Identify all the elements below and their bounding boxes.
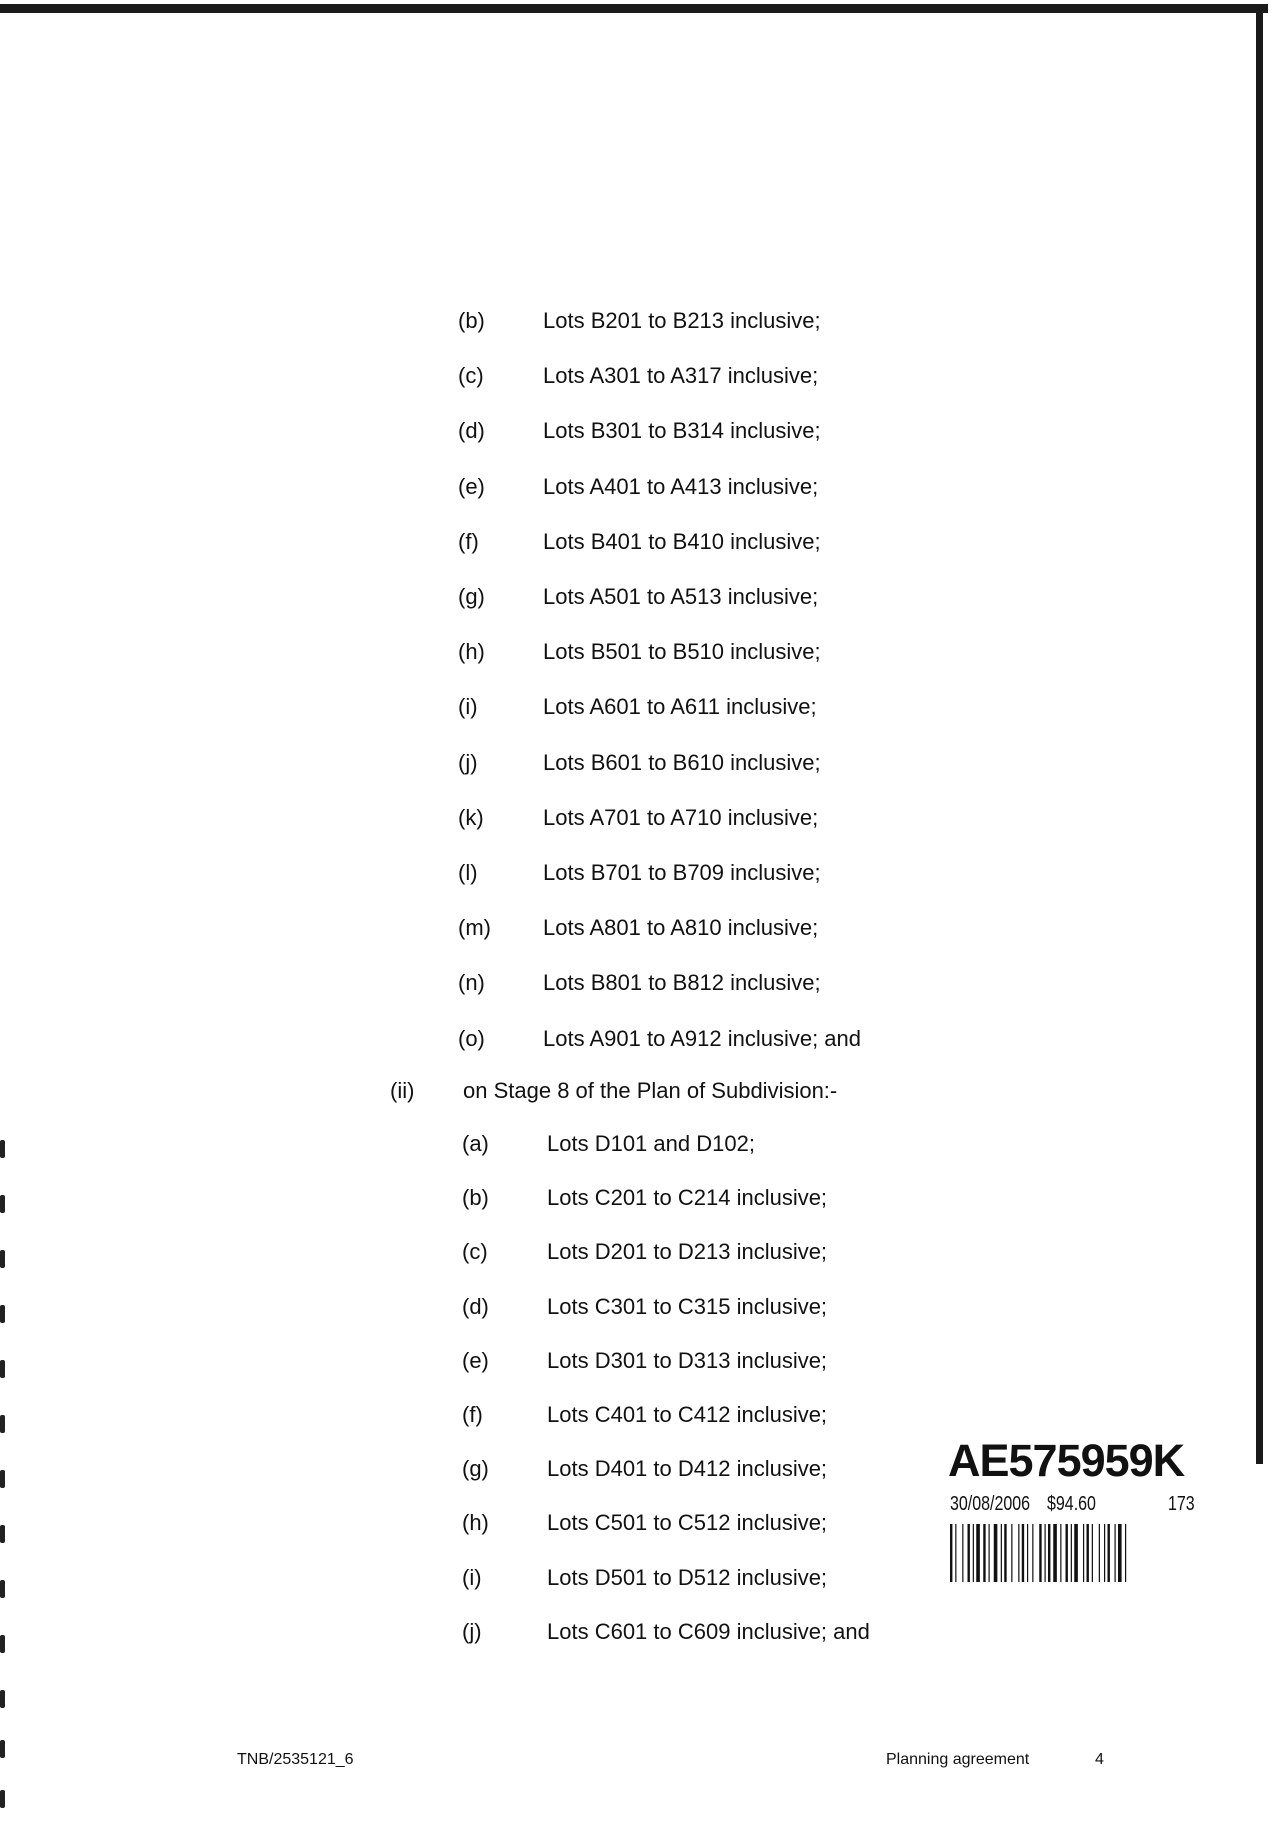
item-marker: (k) [458,804,484,830]
scan-mark [0,1525,5,1543]
registration-stamp-code: AE575959K [948,1435,1185,1486]
stamp-date: 30/08/2006 [950,1493,1031,1515]
scan-mark [0,1305,5,1323]
scan-mark [0,1195,5,1213]
barcode-bar [1115,1524,1116,1582]
barcode-bar [973,1524,974,1582]
footer-title: Planning agreement [886,1751,1030,1768]
scan-mark [0,1415,5,1433]
item-text: Lots A601 to A611 inclusive; [543,694,817,720]
barcode-bar [994,1524,998,1582]
item-text: Lots D401 to D412 inclusive; [547,1456,828,1482]
item-marker: (h) [458,639,485,665]
item-marker: (h) [462,1510,489,1536]
item-marker: (c) [458,363,484,389]
item-marker: (d) [462,1293,489,1319]
item-text: Lots B501 to B510 inclusive; [543,639,821,665]
barcode-bar [1074,1524,1078,1582]
barcode-bar [1001,1524,1002,1582]
item-marker: (j) [462,1618,482,1644]
barcode-bar [1045,1524,1046,1582]
footer-reference: TNB/2535121_6 [237,1751,354,1768]
item-marker: (n) [458,970,485,996]
item-marker: (i) [458,694,478,720]
item-text: Lots C401 to C412 inclusive; [547,1402,828,1427]
item-text: Lots B201 to B213 inclusive; [543,308,821,333]
barcode-bar [1118,1524,1122,1582]
item-text: Lots B801 to B812 inclusive; [543,970,821,996]
item-marker: (g) [458,584,485,609]
scan-mark [0,1635,5,1653]
item-marker: (f) [462,1402,483,1427]
clause-marker: (ii) [390,1078,415,1103]
item-text: Lots C201 to C214 inclusive; [547,1185,828,1211]
barcode-bar [1039,1524,1041,1582]
barcode-bar [1004,1524,1006,1582]
barcode-bar [955,1524,956,1582]
item-text: Lots C301 to C315 inclusive; [547,1293,828,1319]
item-text: Lots D301 to D313 inclusive; [547,1347,828,1373]
item-marker: (a) [462,1131,489,1156]
barcode-image [950,1524,1186,1582]
item-text: Lots C501 to C512 inclusive; [547,1510,828,1536]
barcode-bar [976,1524,980,1582]
barcode-bar [1108,1524,1110,1582]
item-text: Lots D201 to D213 inclusive; [547,1239,828,1265]
item-marker: (e) [458,473,485,499]
barcode-bar [1053,1524,1057,1582]
scan-mark [0,1470,5,1488]
barcode-bar [1027,1524,1028,1582]
barcode-bar [1011,1524,1012,1582]
item-marker: (g) [462,1456,489,1482]
barcode-bar [1071,1524,1072,1582]
barcode-bar [1125,1524,1126,1582]
barcode-bar [1083,1524,1084,1582]
item-marker: (l) [458,860,478,885]
scan-mark [0,1690,5,1708]
barcode-bar [1066,1524,1068,1582]
item-text: Lots A901 to A912 inclusive; and [543,1025,862,1051]
barcode-bar [1087,1524,1089,1582]
item-marker: (c) [462,1239,488,1265]
item-marker: (f) [458,528,479,554]
item-text: Lots B301 to B314 inclusive; [543,418,821,444]
barcode-bar [950,1524,952,1582]
item-text: Lots A701 to A710 inclusive; [543,804,819,830]
barcode-bar [1048,1524,1050,1582]
item-marker: (o) [458,1025,485,1051]
scan-mark [0,1250,5,1268]
item-marker: (j) [458,749,478,775]
item-text: Lots A301 to A317 inclusive; [543,363,819,389]
barcode-bar [1032,1524,1033,1582]
item-text: Lots B601 to B610 inclusive; [543,749,821,775]
item-text: Lots B701 to B709 inclusive; [543,860,821,885]
item-text: Lots A501 to A513 inclusive; [543,584,819,609]
barcode-bar [962,1524,963,1582]
clause-text: on Stage 8 of the Plan of Subdivision:- [463,1078,838,1103]
item-text: Lots B401 to B410 inclusive; [543,528,821,554]
scan-mark [0,1140,5,1158]
barcode-bar [1099,1524,1100,1582]
item-marker: (i) [462,1564,482,1590]
item-marker: (e) [462,1347,489,1373]
footer-page-number: 4 [1095,1751,1104,1768]
scan-left-edge-marks [0,1140,6,1820]
barcode-bar [1018,1524,1019,1582]
item-marker: (b) [462,1185,489,1211]
scan-mark [0,1580,5,1598]
item-marker: (m) [458,915,491,941]
barcode-bar [1104,1524,1105,1582]
stamp-amount: $94.60 [1047,1493,1096,1515]
item-text: Lots C601 to C609 inclusive; and [547,1618,870,1644]
barcode-bar [1060,1524,1061,1582]
item-marker: (d) [458,418,485,444]
item-text: Lots D101 and D102; [547,1131,755,1156]
barcode-bar [983,1524,985,1582]
scan-border-right [1256,4,1263,1464]
item-text: Lots A801 to A810 inclusive; [543,915,819,941]
scan-mark [0,1360,5,1378]
stamp-number: 173 [1168,1493,1195,1515]
scan-mark [0,1740,5,1758]
barcode-bar [968,1524,970,1582]
barcode-bar [1022,1524,1024,1582]
scan-border-top [0,4,1268,13]
item-text: Lots D501 to D512 inclusive; [547,1564,828,1590]
item-marker: (b) [458,308,485,333]
item-text: Lots A401 to A413 inclusive; [543,473,819,499]
barcode-bar [1092,1524,1093,1582]
barcode-bar [989,1524,990,1582]
scan-mark [0,1790,5,1808]
